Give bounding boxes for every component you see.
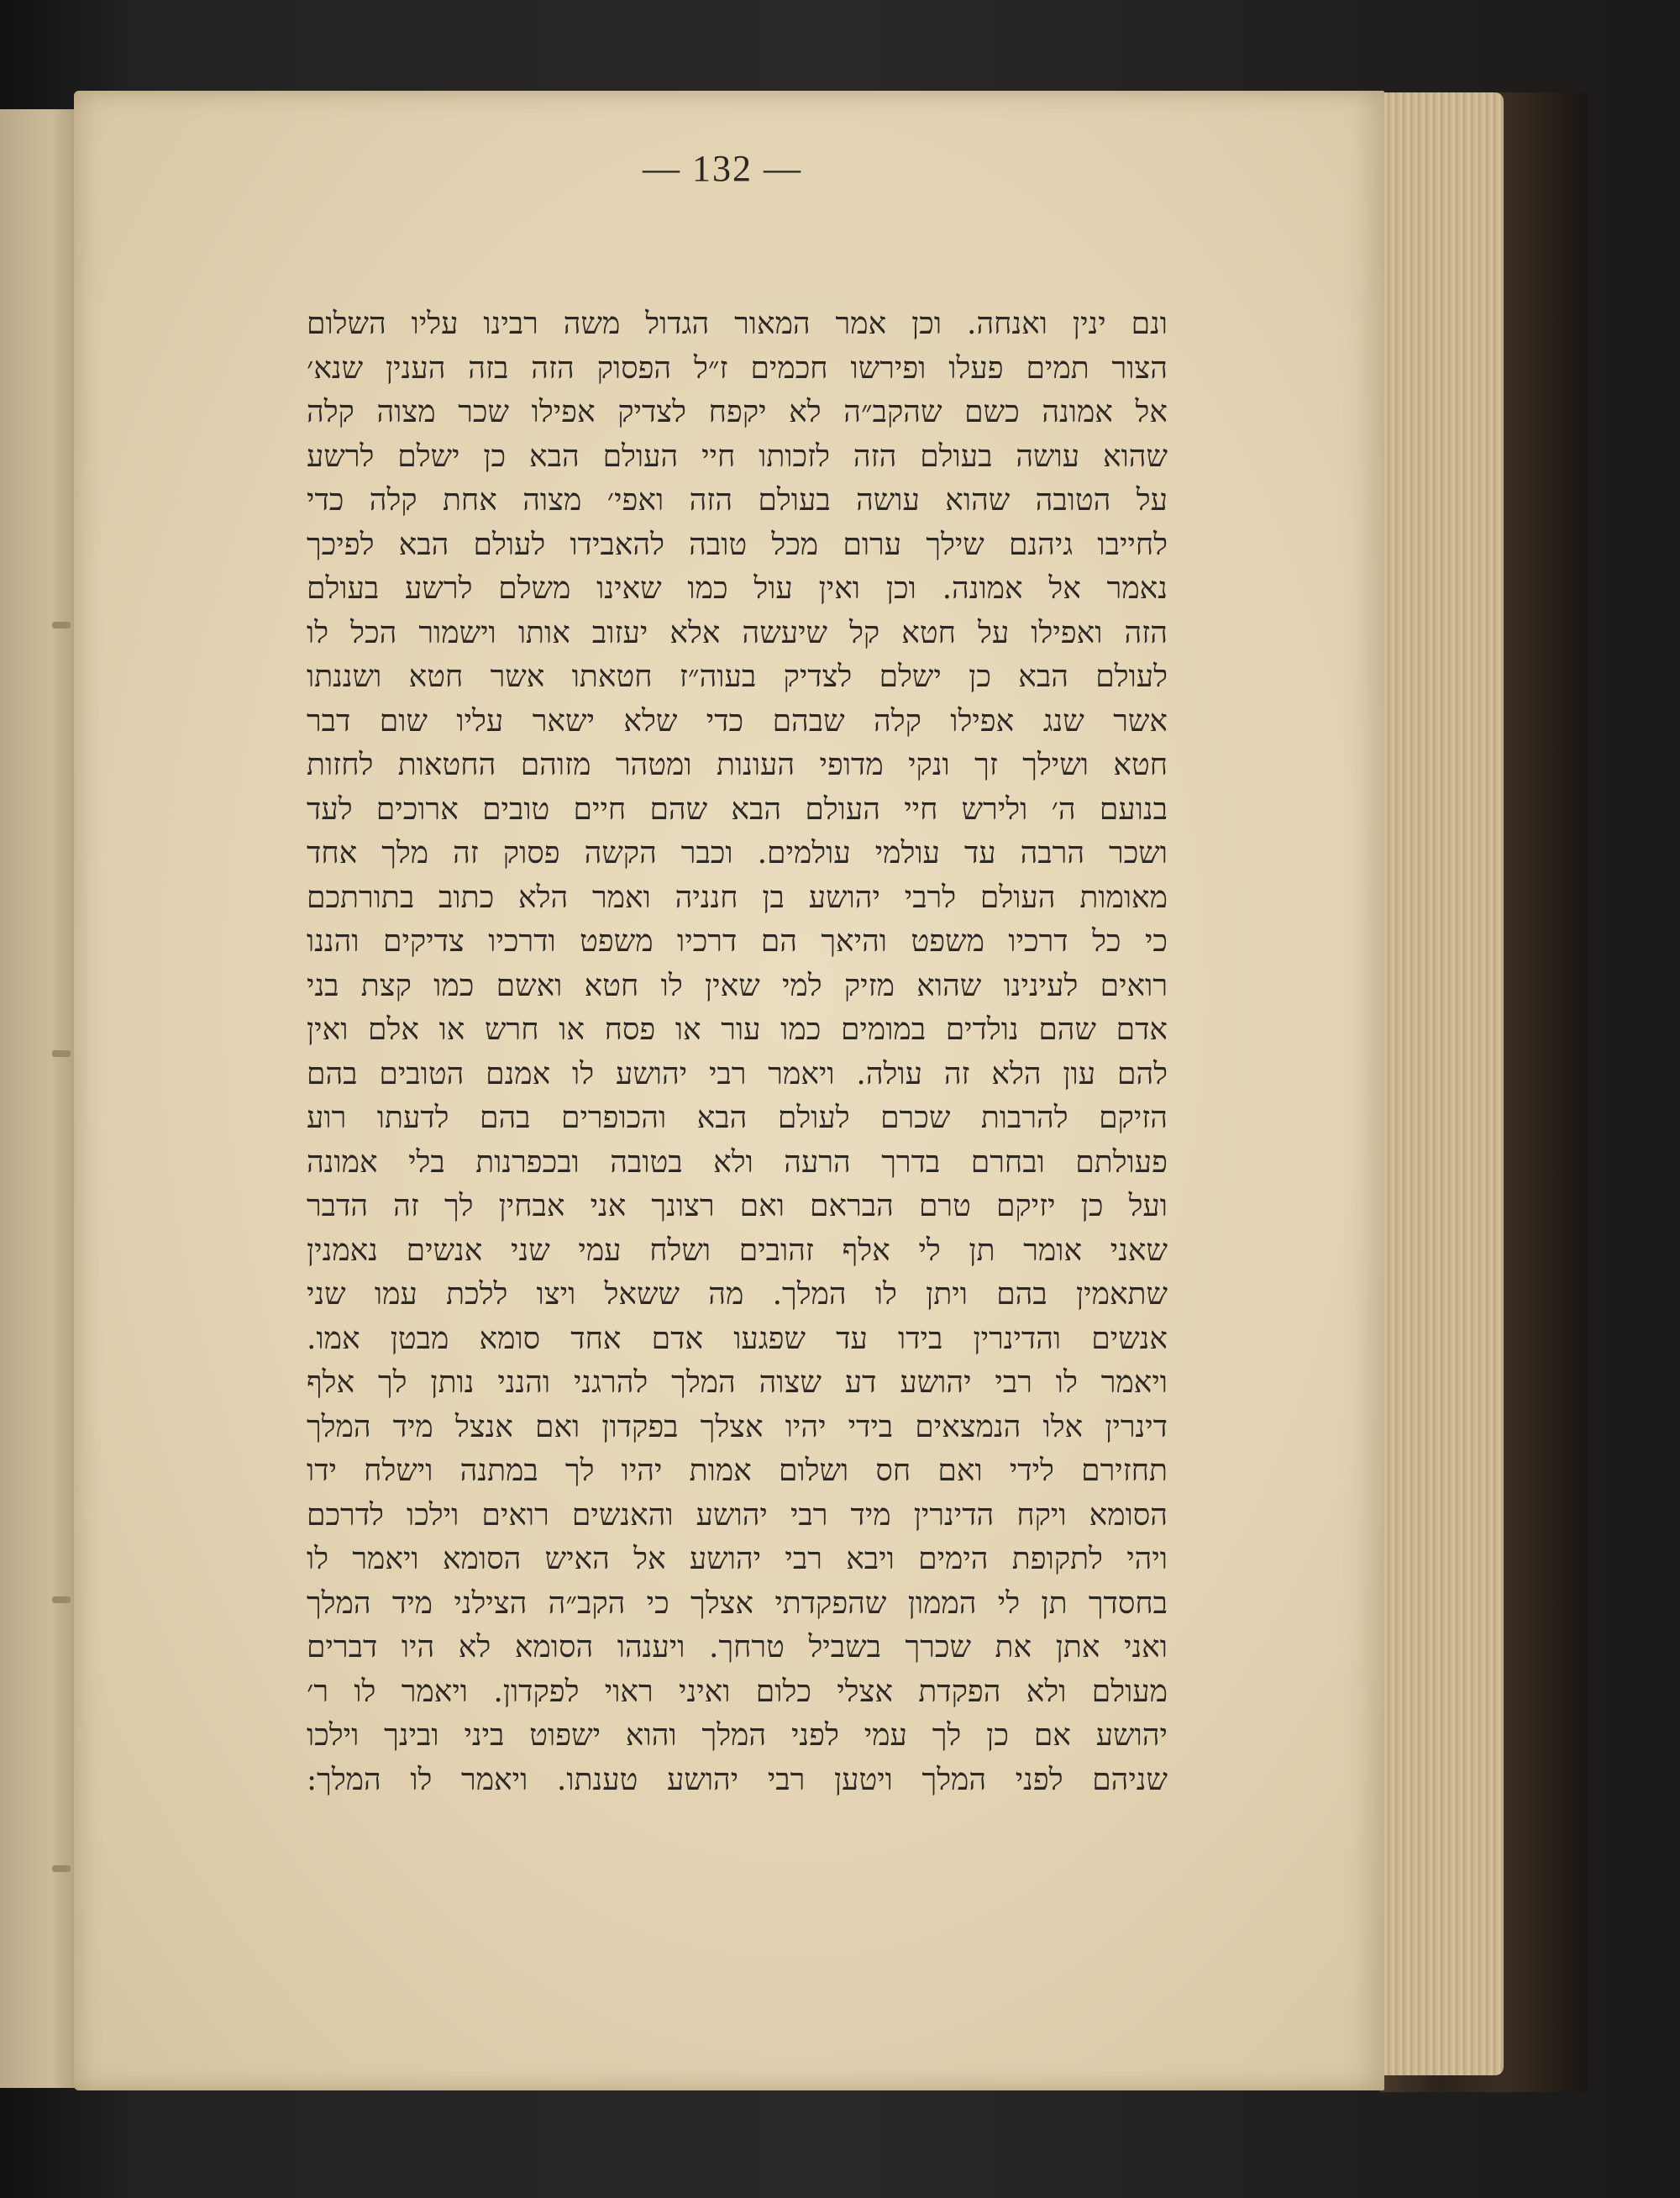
text-line: הסומא ויקח הדינרין מיד רבי יהושע והאנשים רואים וילכו לדרכם [307, 1497, 1168, 1533]
text-line: תחזירם לידי ואם חס ושלום אמות יהיו לך במתנה וישלח ידו [307, 1454, 1168, 1488]
text-line: יהושע אם כן לך עמי לפני המלך והוא ישפוט ביני ובינך וילכו [307, 1718, 1168, 1753]
binding-stitch [52, 622, 71, 628]
text-line: לחייבו גיהנם שילך ערום מכל טובה להאבידו לעולם הבא לפיכך [307, 527, 1168, 562]
binding-stitch [52, 1596, 71, 1603]
text-line: שתאמין בהם ויתן לו המלך. מה ששאל ויצו ללכת עמו שני [307, 1277, 1168, 1312]
text-line: מאומות העולם לרבי יהושע בן חנניה ואמר הלא כתוב בתורתכם [307, 880, 1168, 915]
text-line: לעולם הבא כן ישלם לצדיק בעוה״ז חטאתו אשר חטא ושננתו [307, 660, 1168, 694]
binding-stitch [52, 1865, 71, 1872]
text-line: שניהם לפני המלך ויטען רבי יהושע טענתו. ויאמר לו המלך: [307, 1762, 1168, 1797]
text-line: הזה ואפילו על חטא קל שיעשה אלא יעזוב אותו וישמור הכל לו [307, 615, 1168, 650]
text-line: ושכר הרבה עד עולמי עולמים. וכבר הקשה פסוק זה מלך אחד [307, 836, 1168, 870]
text-line: אשר שנג אפילו קלה שבהם כדי שלא ישאר עליו שום דבר [307, 703, 1168, 739]
text-line: כי כל דרכיו משפט והיאך הם דרכיו משפט ודרכיו צדיקים והננו [307, 924, 1168, 959]
text-line: ואני אתן את שכרך בשביל טרחך. ויענהו הסומא לא היו דברים [307, 1630, 1168, 1664]
text-line: דינרין אלו הנמצאים בידי יהיו אצלך בפקדון ואם אנצל מיד המלך [307, 1409, 1168, 1444]
text-line: אל אמונה כשם שהקב״ה לא יקפח לצדיק אפילו שכר מצוה קלה [307, 395, 1168, 429]
text-line: בחסדך תן לי הממון שהפקדתי אצלך כי הקב״ה הצילני מיד המלך [307, 1585, 1168, 1621]
text-line: ויהי לתקופת הימים ויבא רבי יהושע אל האיש הסומא ויאמר לו [307, 1542, 1168, 1576]
text-line: פעולתם ובחרם בדרך הרעה ולא בטובה ובכפרנות בלי אמונה [307, 1144, 1168, 1180]
text-line: נאמר אל אמונה. וכן ואין עול כמו שאינו משלם לרשע בעולם [307, 571, 1168, 606]
page-number: — 132 — [643, 148, 802, 189]
text-line: אנשים והדינרין בידו עד שפגעו אדם אחד סומא מבטן אמו. [307, 1321, 1168, 1356]
text-line: הזיקם להרבות שכרם לעולם הבא והכופרים בהם לדעתו רוע [307, 1101, 1168, 1135]
text-line: על הטובה שהוא עושה בעולם הזה ואפי׳ מצוה אחת קלה כדי [307, 483, 1168, 518]
text-line: אדם שהם נולדים במומים כמו עור או פסח או חרש או אלם ואין [307, 1012, 1168, 1047]
text-line: הצור תמים פעלו ופירשו חכמים ז״ל הפסוק הזה בזה הענין שנא׳ [307, 350, 1168, 386]
text-line: להם עון הלא זה עולה. ויאמר רבי יהושע לו אמנם הטובים בהם [307, 1056, 1168, 1091]
text-line: ויאמר לו רבי יהושע דע שצוה המלך להרגני והנני נותן לך אלף [307, 1365, 1168, 1400]
text-line: ועל כן יזיקם טרם הבראם ואם רצונך אני אבחין לך זה הדבר [307, 1189, 1168, 1223]
text-line: שהוא עושה בעולם הזה לזכותו חיי העולם הבא כן ישלם לרשע [307, 439, 1168, 474]
text-line: בנועם ה׳ ולירש חיי העולם הבא שהם חיים טובים ארוכים לעד [307, 791, 1168, 827]
text-line: ונם ינין ואנחה. וכן אמר המאור הגדול משה רבינו עליו השלום [307, 307, 1168, 341]
body-text [307, 302, 1168, 1802]
text-line: שאני אומר תן לי אלף זהובים ושלח עמי שני אנשים נאמנין [307, 1233, 1168, 1268]
text-line: רואים לעינינו שהוא מזיק למי שאין לו חטא ואשם כמו קצת בני [307, 968, 1168, 1003]
text-line: מעולם ולא הפקדת אצלי כלום ואיני ראוי לפקדון. ויאמר לו ר׳ [307, 1674, 1168, 1709]
facing-page-edge [0, 109, 84, 2088]
binding-stitch [52, 1050, 71, 1057]
text-line: חטא ושילך זך ונקי מדופי העונות ומטהר מזוהם החטאות לחזות [307, 748, 1168, 782]
